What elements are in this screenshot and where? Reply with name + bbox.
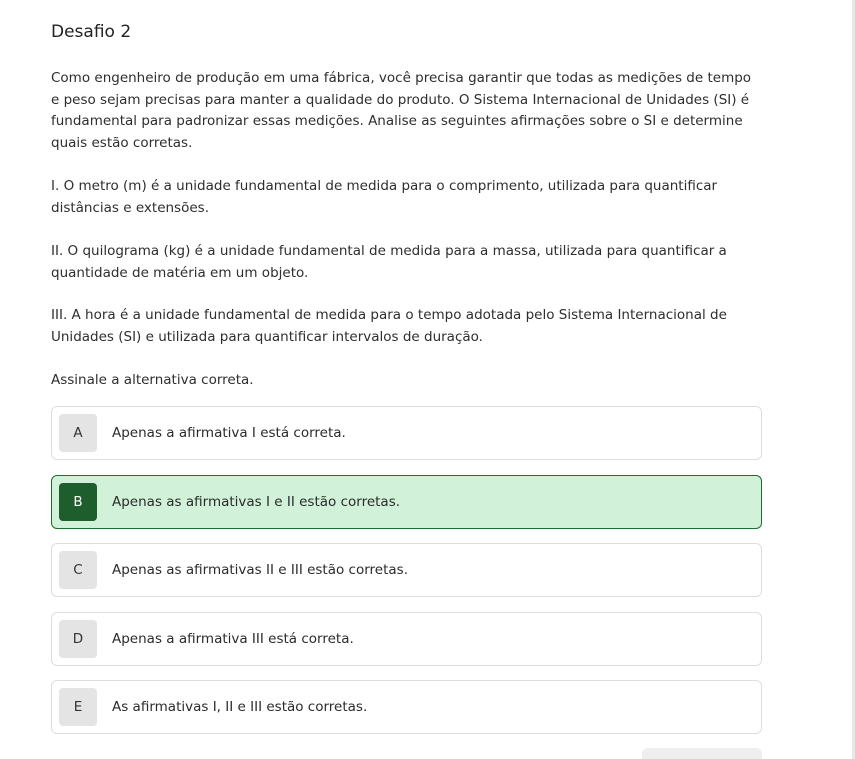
question-intro: Como engenheiro de produção em uma fábrica, você precisa garantir que todas as medições de tempo e peso sejam precisas para manter a qualidade do produto. O Sistema Internacional de Unidades (SI) é fundamental para padronizar essas medições. Analise as seguintes afirmações sobre o SI e determine quais estão corretas. [51, 70, 752, 152]
page-title: Desafio 2 [51, 22, 132, 42]
option-e-letter: E [59, 688, 97, 726]
option-d-text: Apenas a afirmativa III está correta. [112, 631, 354, 647]
option-d-letter: D [59, 620, 97, 658]
option-b[interactable] [51, 475, 762, 529]
option-c[interactable] [51, 543, 762, 597]
submit-button[interactable] [642, 748, 762, 759]
option-e[interactable] [51, 680, 762, 734]
option-b-text: Apenas as afirmativas I e II estão corretas. [112, 494, 401, 510]
statement-ii: II. O quilograma (kg) é a unidade fundamental de medida para a massa, utilizada para quantificar a quantidade de matéria em um objeto. [51, 243, 727, 281]
statement-i: I. O metro (m) é a unidade fundamental de medida para o comprimento, utilizada para quantificar distâncias e extensões. [51, 178, 718, 216]
option-c-text: Apenas as afirmativas II e III estão corretas. [112, 562, 408, 578]
question-instruction: Assinale a alternativa correta. [51, 372, 254, 388]
statement-iii: III. A hora é a unidade fundamental de medida para o tempo adotada pelo Sistema Internacional de Unidades (SI) e utilizada para quantificar intervalos de duração. [51, 307, 727, 345]
option-c-letter: C [59, 551, 97, 589]
option-b-letter: B [59, 483, 97, 521]
option-e-text: As afirmativas I, II e III estão corretas. [112, 699, 368, 715]
option-d[interactable] [51, 612, 762, 666]
option-a-text: Apenas a afirmativa I está correta. [112, 425, 346, 441]
option-a[interactable] [51, 406, 762, 460]
option-a-letter: A [59, 414, 97, 452]
